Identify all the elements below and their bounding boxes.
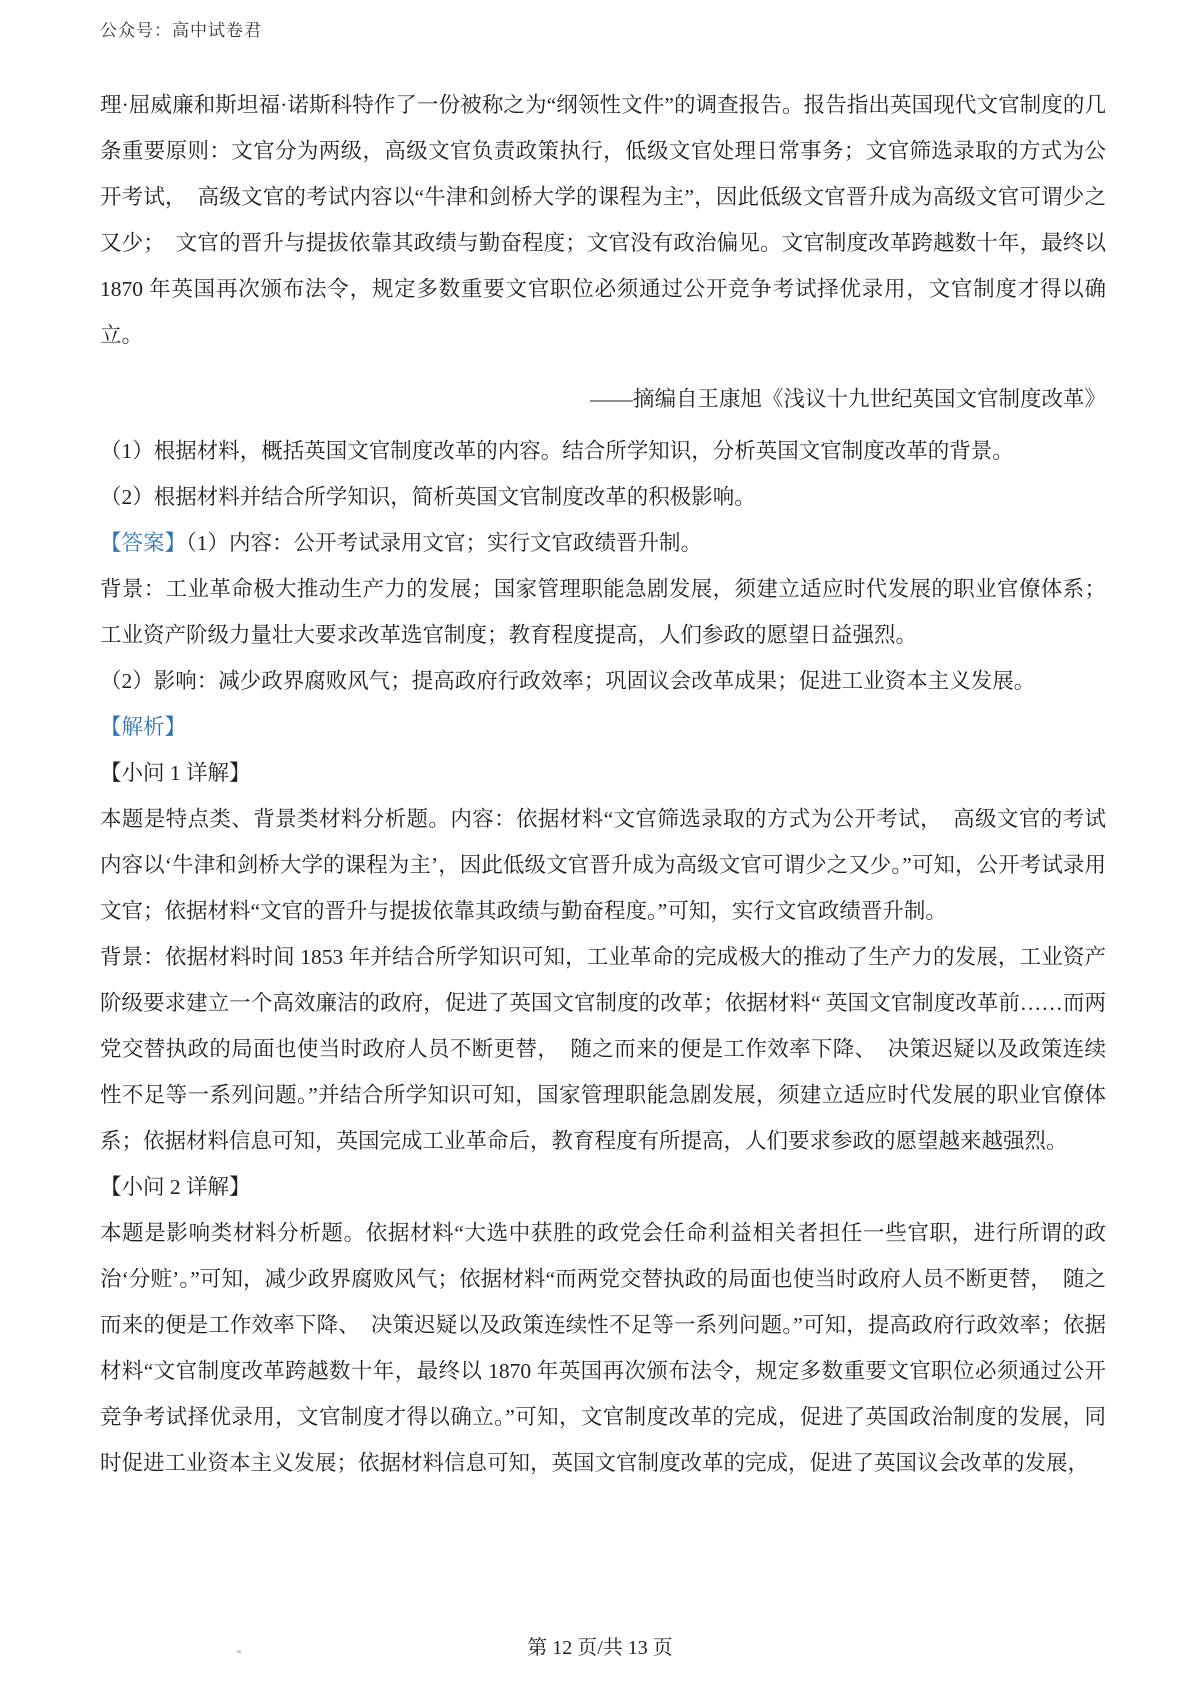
answer-background: 背景：工业革命极大推动生产力的发展；国家管理职能急剧发展，须建立适应时代发展的职业官僚体系；工业资产阶级力量壮大要求改革选官制度；教育程度提高，人们参政的愿望日益强烈。 (100, 577, 1106, 647)
answer-part2: （2）影响：减少政界腐败风气；提高政府行政效率；巩固议会改革成果；促进工业资本主义发展。 (100, 669, 1036, 693)
page-footer: 第 12 页/共 13 页 (527, 1637, 673, 1659)
question-2: （2）根据材料并结合所学知识，简析英国文官制度改革的积极影响。 (100, 485, 756, 509)
material-attribution: ——摘编自王康旭《浅议十九世纪英国文官制度改革》 (589, 387, 1106, 411)
answer-label: 【答案】 (100, 531, 187, 555)
answer-part1 (100, 520, 1106, 566)
sub-question-1-detail-content: 本题是特点类、背景类材料分析题。内容：依据材料“文官筛选录取的方式为公开考试， 高级文官的考试内容以‘牛津和剑桥大学的课程为主’，因此低级文官晋升成为高级文官可谓少之又少。”可知，公开考试录用文官；依据材料“文官的晋升与提拔依靠其政绩与勤奋程度。”可知，实行文官政绩晋升制。 (100, 807, 1106, 923)
page-header: 公众号：高中试卷君 (100, 21, 262, 40)
material-paragraph: 理·屈威廉和斯坦福·诺斯科特作了一份被称之为“纲领性文件”的调查报告。报告指出英国现代文官制度的几条重要原则：文官分为两级，高级文官负责政策执行，低级文官处理日常事务；文官筛选录取的方式为公开考试， 高级文官的考试内容以“牛津和剑桥大学的课程为主”，因此低级文官晋升成为高级文官可谓少之又少； 文官的晋升与提拔依靠其政绩与勤奋程度；文官没有政治偏见。文官制度改革跨越数十年，最终以 1870 年英国再次颁布法令，规定多数重要文官职位必须通过公开竞争考试择优录用，文官制度才得以确立。 (100, 93, 1106, 347)
analysis-label: 【解析】 (100, 715, 187, 739)
sub-question-1-detail-background: 背景：依据材料时间 1853 年并结合所学知识可知，工业革命的完成极大的推动了生产力的发展，工业资产阶级要求建立一个高效廉洁的政府，促进了英国文官制度的改革；依据材料“ 英国文官制度改革前……而两党交替执政的局面也使当时政府人员不断更替， 随之而来的便是工作效率下降、 决策迟疑以及政策连续性不足等一系列问题。”并结合所学知识可知，国家管理职能急剧发展，须建立适应时代发展的职业官僚体系；依据材料信息可知，英国完成工业革命后，教育程度有所提高，人们要求参政的愿望越来越强烈。 (100, 945, 1106, 1153)
sub-question-2-heading: 【小问 2 详解】 (100, 1175, 251, 1199)
answer-part1-text: （1）内容：公开考试录用文官；实行文官政绩晋升制。 (186, 531, 703, 555)
question-1: （1）根据材料，概括英国文官制度改革的内容。结合所学知识，分析英国文官制度改革的背景。 (100, 439, 1014, 463)
sub-question-2-detail: 本题是影响类材料分析题。依据材料“大选中获胜的政党会任命利益相关者担任一些官职，进行所谓的政治‘分赃’。”可知，减少政界腐败风气；依据材料“而两党交替执政的局面也使当时政府人员不断更替， 随之而来的便是工作效率下降、 决策迟疑以及政策连续性不足等一系列问题。”可知，提高政府行政效率；依据材料“文官制度改革跨越数十年，最终以 1870 年英国再次颁布法令，规定多数重要文官职位必须通过公开竞争考试择优录用，文官制度才得以确立。”可知，文官制度改革的完成，促进了英国政治制度的发展，同时促进工业资本主义发展；依据材料信息可知，英国文官制度改革的完成，促进了英国议会改革的发展， (100, 1221, 1106, 1475)
sub-question-1-heading: 【小问 1 详解】 (100, 761, 251, 785)
document-body (100, 82, 1106, 1486)
